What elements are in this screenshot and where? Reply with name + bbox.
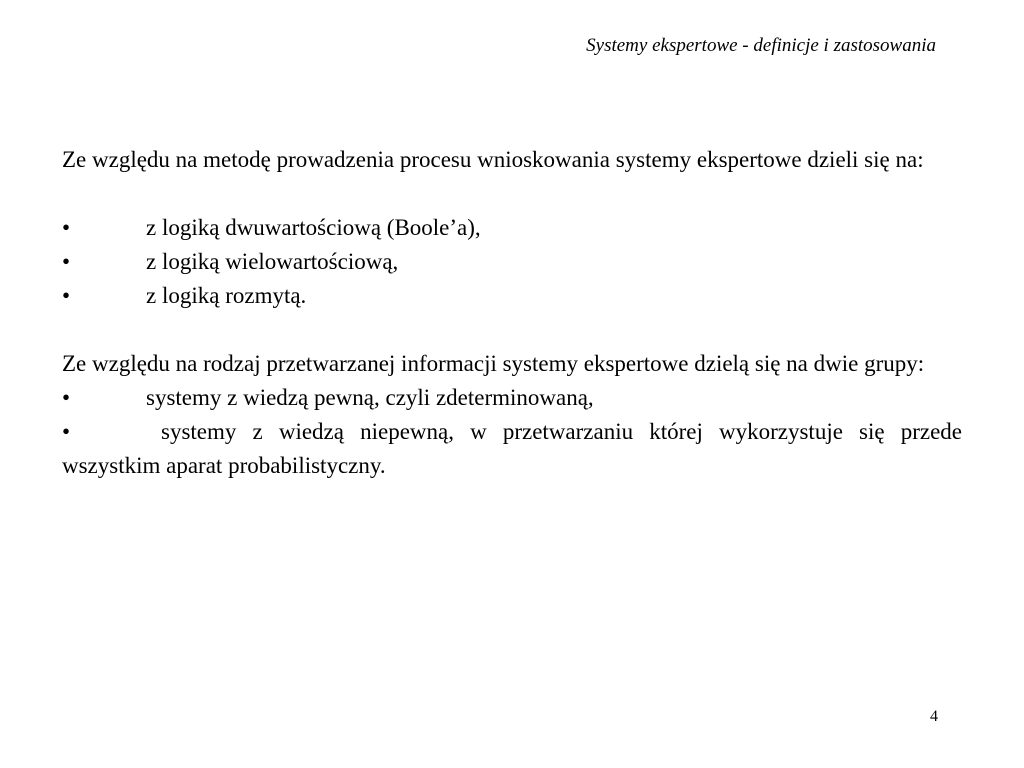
list-item-text: systemy z wiedzą niepewną, w przetwarzaniu której wykorzystuje się przede wszystkim aparat probabilistyczny. [62,419,962,478]
spacer [62,177,962,211]
list-item [62,381,962,415]
slide-content [62,143,962,483]
list-item-text: z logiką wielowartościową, [146,249,399,274]
list-item [62,211,962,245]
slide-header-title: Systemy ekspertowe - definicje i zastosowania [586,35,936,56]
list-item-text: z logiką rozmytą. [146,283,307,308]
bullet-icon: • [62,419,71,444]
bullet-icon: • [62,215,71,240]
list-item [62,415,962,483]
section2-intro: Ze względu na rodzaj przetwarzanej informacji systemy ekspertowe dzielą się na dwie grupy: [62,351,925,376]
spacer [62,313,962,347]
bullet-icon: • [62,249,71,274]
section1-intro: Ze względu na metodę prowadzenia procesu wnioskowania systemy ekspertowe dzieli się na: [62,147,924,172]
bullet-icon: • [62,283,71,308]
list-item-text: z logiką dwuwartościową (Boole’a), [146,215,481,240]
list-item [62,245,962,279]
page-number: 4 [930,708,938,725]
list-item-text: systemy z wiedzą pewną, czyli zdeterminowaną, [146,385,594,410]
list-item [62,279,962,313]
bullet-icon: • [62,385,71,410]
